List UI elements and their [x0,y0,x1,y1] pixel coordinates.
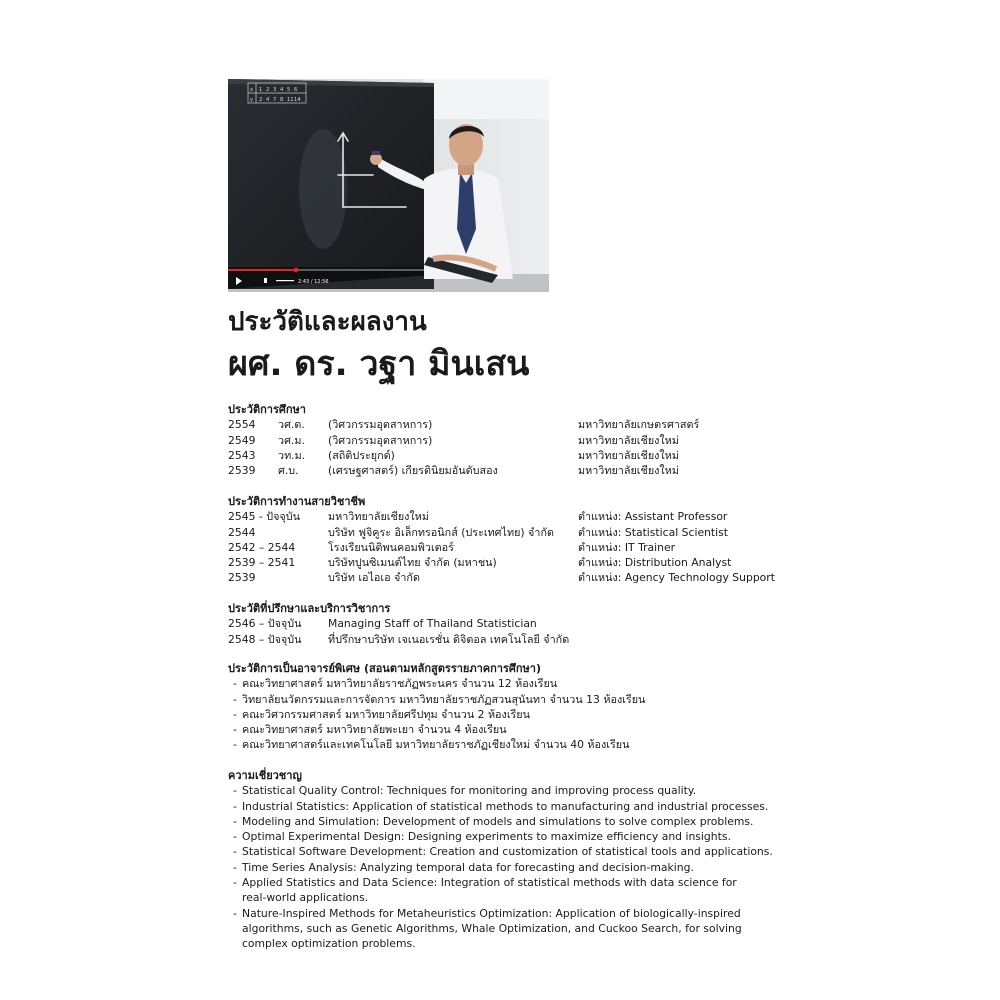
lecturing-item: - คณะวิทยาศาสตร์ มหาวิทยาลัยพะเยา จำนวน 4 ห้องเรียน [228,722,798,737]
consulting-section [228,601,798,647]
career-period: 2545 - ปัจจุบัน [228,510,300,524]
consulting-row [228,616,798,631]
expertise-item [228,783,798,798]
expertise-item-text: complex optimization problems. [242,937,416,951]
expertise-item-text: - Time Series Analysis: Analyzing temporal data for forecasting and decision-making. [242,860,694,874]
page-title: ประวัติและผลงาน [228,307,427,337]
lecturing-item: - คณะวิทยาศาสตร์และเทคโนโลยี มหาวิทยาลัยราชภัฏเชียงใหม่ จำนวน 40 ห้องเรียน [228,737,798,752]
career-row [228,540,798,555]
career-organization: บริษัทปูนซิเมนต์ไทย จำกัด (มหาชน) [328,556,497,570]
career-heading: ประวัติการทำงานสายวิชาชีพ [228,495,366,508]
board-table-cell: 3 [273,87,277,93]
career-position: ตำแหน่ง: Assistant Professor [578,510,728,524]
video-player-bar [228,267,434,289]
career-organization: บริษัท เอไอเอ จำกัด [328,571,420,585]
board-table-cell: 5 [287,87,291,93]
career-period: 2544 [228,525,256,539]
career-row [228,525,798,540]
education-degree: ศ.บ. [278,464,299,478]
education-year: 2549 [228,433,256,447]
board-table-cell: 2 [266,87,270,93]
education-degree: วศ.ม. [278,433,305,447]
consulting-period: 2546 – ปัจจุบัน [228,617,302,631]
lecturer-photo-illustration [228,79,549,292]
board-table-cell: 2 [259,97,263,103]
career-organization: โรงเรียนนิติพนคอมพิวเตอร์ [328,540,454,554]
board-table-cell: y [250,97,254,103]
lecturer-name: ผศ. ดร. วฐา มินเสน [228,344,530,384]
expertise-item [228,799,798,814]
education-heading: ประวัติการศึกษา [228,403,306,416]
education-year: 2554 [228,418,256,432]
expertise-item [228,860,798,875]
career-section [228,494,798,586]
career-row [228,570,798,585]
expertise-item-text: - Industrial Statistics: Application of statistical methods to manufacturing and industrial processes. [242,799,769,813]
expertise-item-text: algorithms, such as Genetic Algorithms, Whale Optimization, and Cuckoo Search, for solving [242,921,742,935]
education-university: มหาวิทยาลัยเชียงใหม่ [578,448,679,462]
board-table-cell: 1 [259,87,263,93]
expertise-item-text: - Applied Statistics and Data Science: Integration of statistical methods with data science for [242,876,737,890]
board-table-cell: 11 [287,97,294,103]
education-university: มหาวิทยาลัยเชียงใหม่ [578,433,679,447]
expertise-item [228,875,798,906]
expertise-item [228,814,798,829]
education-row [228,417,798,432]
board-table-cell: 8 [280,97,284,103]
career-organization: บริษัท ฟูจิคูระ อิเล็กทรอนิกส์ (ประเทศไทย) จำกัด [328,525,554,539]
expertise-heading: ความเชี่ยวชาญ [228,769,302,782]
expertise-section [228,768,798,952]
lecturing-section [228,661,798,753]
career-period: 2539 – 2541 [228,556,296,570]
lecturing-item: - วิทยาลัยนวัตกรรมและการจัดการ มหาวิทยาลัยราชภัฏสวนสุนันทา จำนวน 13 ห้องเรียน [228,692,798,707]
lecturing-item: - คณะวิศวกรรมศาสตร์ มหาวิทยาลัยศรีปทุม จำนวน 2 ห้องเรียน [228,707,798,722]
career-row [228,555,798,570]
lecturing-heading: ประวัติการเป็นอาจารย์พิเศษ (สอนตามหลักสูตรรายภาคการศึกษา) [228,662,541,675]
board-table-cell: 14 [294,97,301,103]
expertise-item-text: - Modeling and Simulation: Development of models and simulations to solve complex problems. [242,814,754,828]
board-table-cell: 4 [280,87,284,93]
education-row [228,463,798,478]
volume-icon [264,278,267,283]
lecturing-item: - คณะวิทยาศาสตร์ มหาวิทยาลัยราชภัฏพระนคร จำนวน 12 ห้องเรียน [228,676,798,691]
board-table-cell: x [250,87,254,93]
education-row [228,448,798,463]
consulting-row [228,632,798,647]
education-year: 2543 [228,448,256,462]
education-field: (วิศวกรรมอุตสาหการ) [328,418,433,432]
consulting-detail: ที่ปรึกษาบริษัท เจเนอเรชั่น ดิจิตอล เทคโนโลยี จำกัด [328,632,570,646]
consulting-detail: Managing Staff of Thailand Statistician [328,617,537,631]
education-field: (สถิติประยุกต์) [328,448,395,462]
education-field: (วิศวกรรมอุตสาหการ) [328,433,433,447]
education-university: มหาวิทยาลัยเกษตรศาสตร์ [578,418,700,432]
lecturer-photo [228,79,549,292]
education-degree: วท.ม. [278,448,306,462]
career-position: ตำแหน่ง: Agency Technology Support [578,571,775,585]
expertise-item [228,906,798,952]
expertise-item-text: - Optimal Experimental Design: Designing experiments to maximize efficiency and insights. [242,830,731,844]
career-position: ตำแหน่ง: IT Trainer [578,540,676,554]
expertise-item-text: - Nature-Inspired Methods for Metaheuristics Optimization: Application of biologically-inspired [242,906,741,920]
consulting-period: 2548 – ปัจจุบัน [228,632,302,646]
expertise-item-text: - Statistical Quality Control: Techniques for monitoring and improving process quality. [242,784,697,798]
education-row [228,433,798,448]
career-organization: มหาวิทยาลัยเชียงใหม่ [328,510,429,524]
career-period: 2539 [228,571,256,585]
smart-board [228,79,434,289]
career-position: ตำแหน่ง: Distribution Analyst [578,556,732,570]
consulting-heading: ประวัติที่ปรึกษาและบริการวิชาการ [228,602,391,615]
career-row [228,509,798,524]
career-period: 2542 – 2544 [228,540,296,554]
expertise-item [228,829,798,844]
education-field: (เศรษฐศาสตร์) เกียรตินิยมอันดับสอง [328,464,498,478]
player-time: 2:43 / 12:56 [298,279,329,285]
expertise-item-text: - Statistical Software Development: Creation and customization of statistical tools and applications. [242,845,773,859]
education-degree: วศ.ด. [278,418,305,432]
expertise-item [228,844,798,859]
board-table-cell: 6 [294,87,298,93]
education-university: มหาวิทยาลัยเชียงใหม่ [578,464,679,478]
career-position: ตำแหน่ง: Statistical Scientist [578,525,729,539]
board-table-cell: 7 [273,97,277,103]
board-table-cell: 4 [266,97,270,103]
expertise-item-text: real-world applications. [242,891,369,905]
education-section [228,402,798,478]
education-year: 2539 [228,464,256,478]
